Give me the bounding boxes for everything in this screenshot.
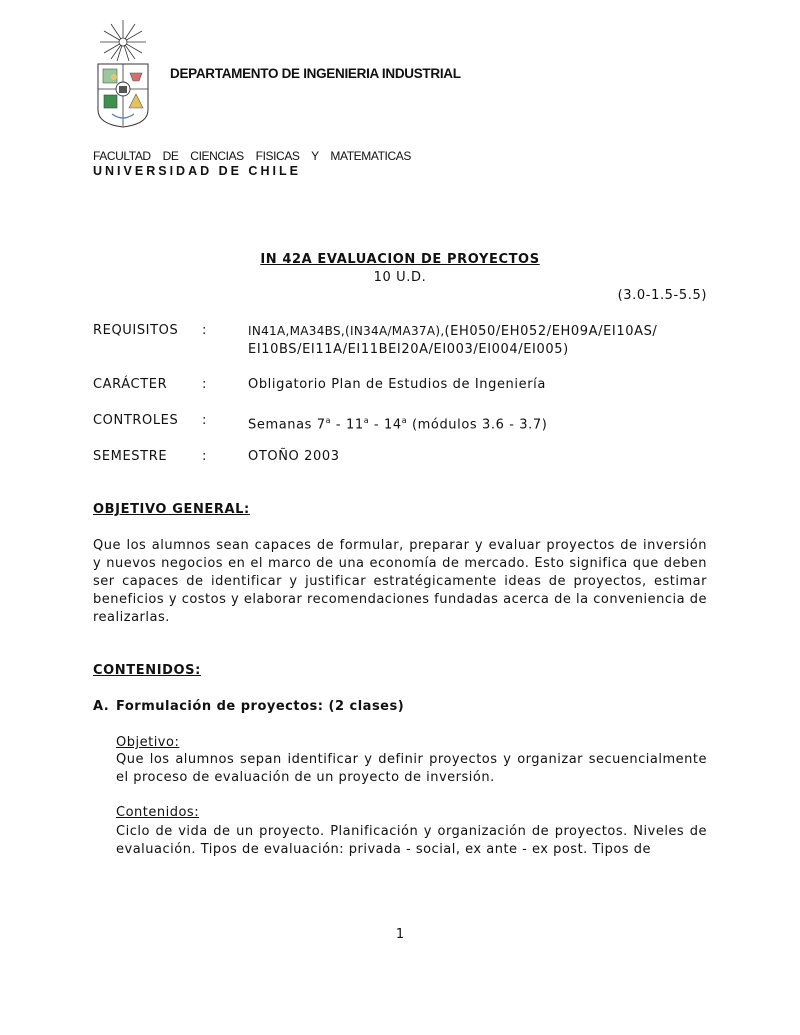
section-a-objetivo-label: Objetivo: [116,735,180,750]
requisitos-label: REQUISITOS [93,323,179,338]
requisitos-line-2: EI10BS/EI11A/EI11BEI20A/EI003/EI004/EI005) [248,342,569,357]
objetivo-general-text: Que los alumnos sean capaces de formular, preparar y evaluar proyectos de inversión y nuevos negocios en el marco de una economía de mercado. Esto significa que deben ser capaces de identificar y justificar estratégicamente ideas de proyectos, estimar beneficios y costos y elaborar recomendaciones fundadas acerca de la conveniencia de realizarlas. [93,538,707,625]
controles-sup-2: a [363,416,370,425]
section-a-objetivo-text: Que los alumnos sepan identificar y definir proyectos y organizar secuencialmente el proceso de evaluación de un proyecto de inversión. [116,752,707,785]
controles-prefix: Semanas 7 [248,417,326,433]
section-a-title [93,699,404,714]
requisitos-code-b: (EH050/EH052/EH09A/EI10AS/ [444,324,658,339]
course-hours: (3.0-1.5-5.5) [617,288,707,303]
requisitos-value [248,322,718,359]
controles-label: CONTROLES [93,413,179,428]
requisitos-line-1 [248,322,718,341]
controles-mid-1: - 11 [331,417,364,433]
semestre-label: SEMESTRE [93,449,168,464]
university-seal-icon [92,18,154,130]
caracter-colon: : [202,377,207,392]
controles-suffix: (módulos 3.6 - 3.7) [407,417,548,433]
requisitos-code-a: IN41A,MA34BS,(IN34A/MA37A), [248,324,445,338]
section-a-contenidos-text: Ciclo de vida de un proyecto. Planificación y organización de proyectos. Niveles de evaluación. Tipos de evaluación: privada - social, ex ante - ex post. Tipos de [116,824,707,857]
controles-sup-3: a [401,416,408,425]
controles-mid-2: - 14 [369,417,402,433]
section-a-contenidos-label: Contenidos: [116,805,200,820]
controles-value [248,412,718,434]
course-credits: 10 U.D. [373,270,427,285]
caracter-value: Obligatorio Plan de Estudios de Ingeniería [248,377,546,392]
course-title: IN 42A EVALUACION DE PROYECTOS [260,252,540,267]
controles-colon: : [202,413,207,428]
page-number: 1 [395,927,405,942]
section-a-letter: A. [93,699,110,714]
caracter-label: CARÁCTER [93,377,168,392]
contenidos-heading: CONTENIDOS: [93,663,201,678]
university-name: UNIVERSIDAD DE CHILE [93,164,301,178]
faculty-name: FACULTAD DE CIENCIAS FISICAS Y MATEMATICAS [93,149,411,163]
controles-sup-1: a [325,416,332,425]
objetivo-general-heading: OBJETIVO GENERAL: [93,502,250,517]
requisitos-colon: : [202,323,207,338]
department-title: DEPARTAMENTO DE INGENIERIA INDUSTRIAL [170,66,461,81]
semestre-colon: : [202,449,207,464]
semestre-value: OTOÑO 2003 [248,449,340,464]
section-a-title-text: Formulación de proyectos: (2 clases) [116,699,405,714]
